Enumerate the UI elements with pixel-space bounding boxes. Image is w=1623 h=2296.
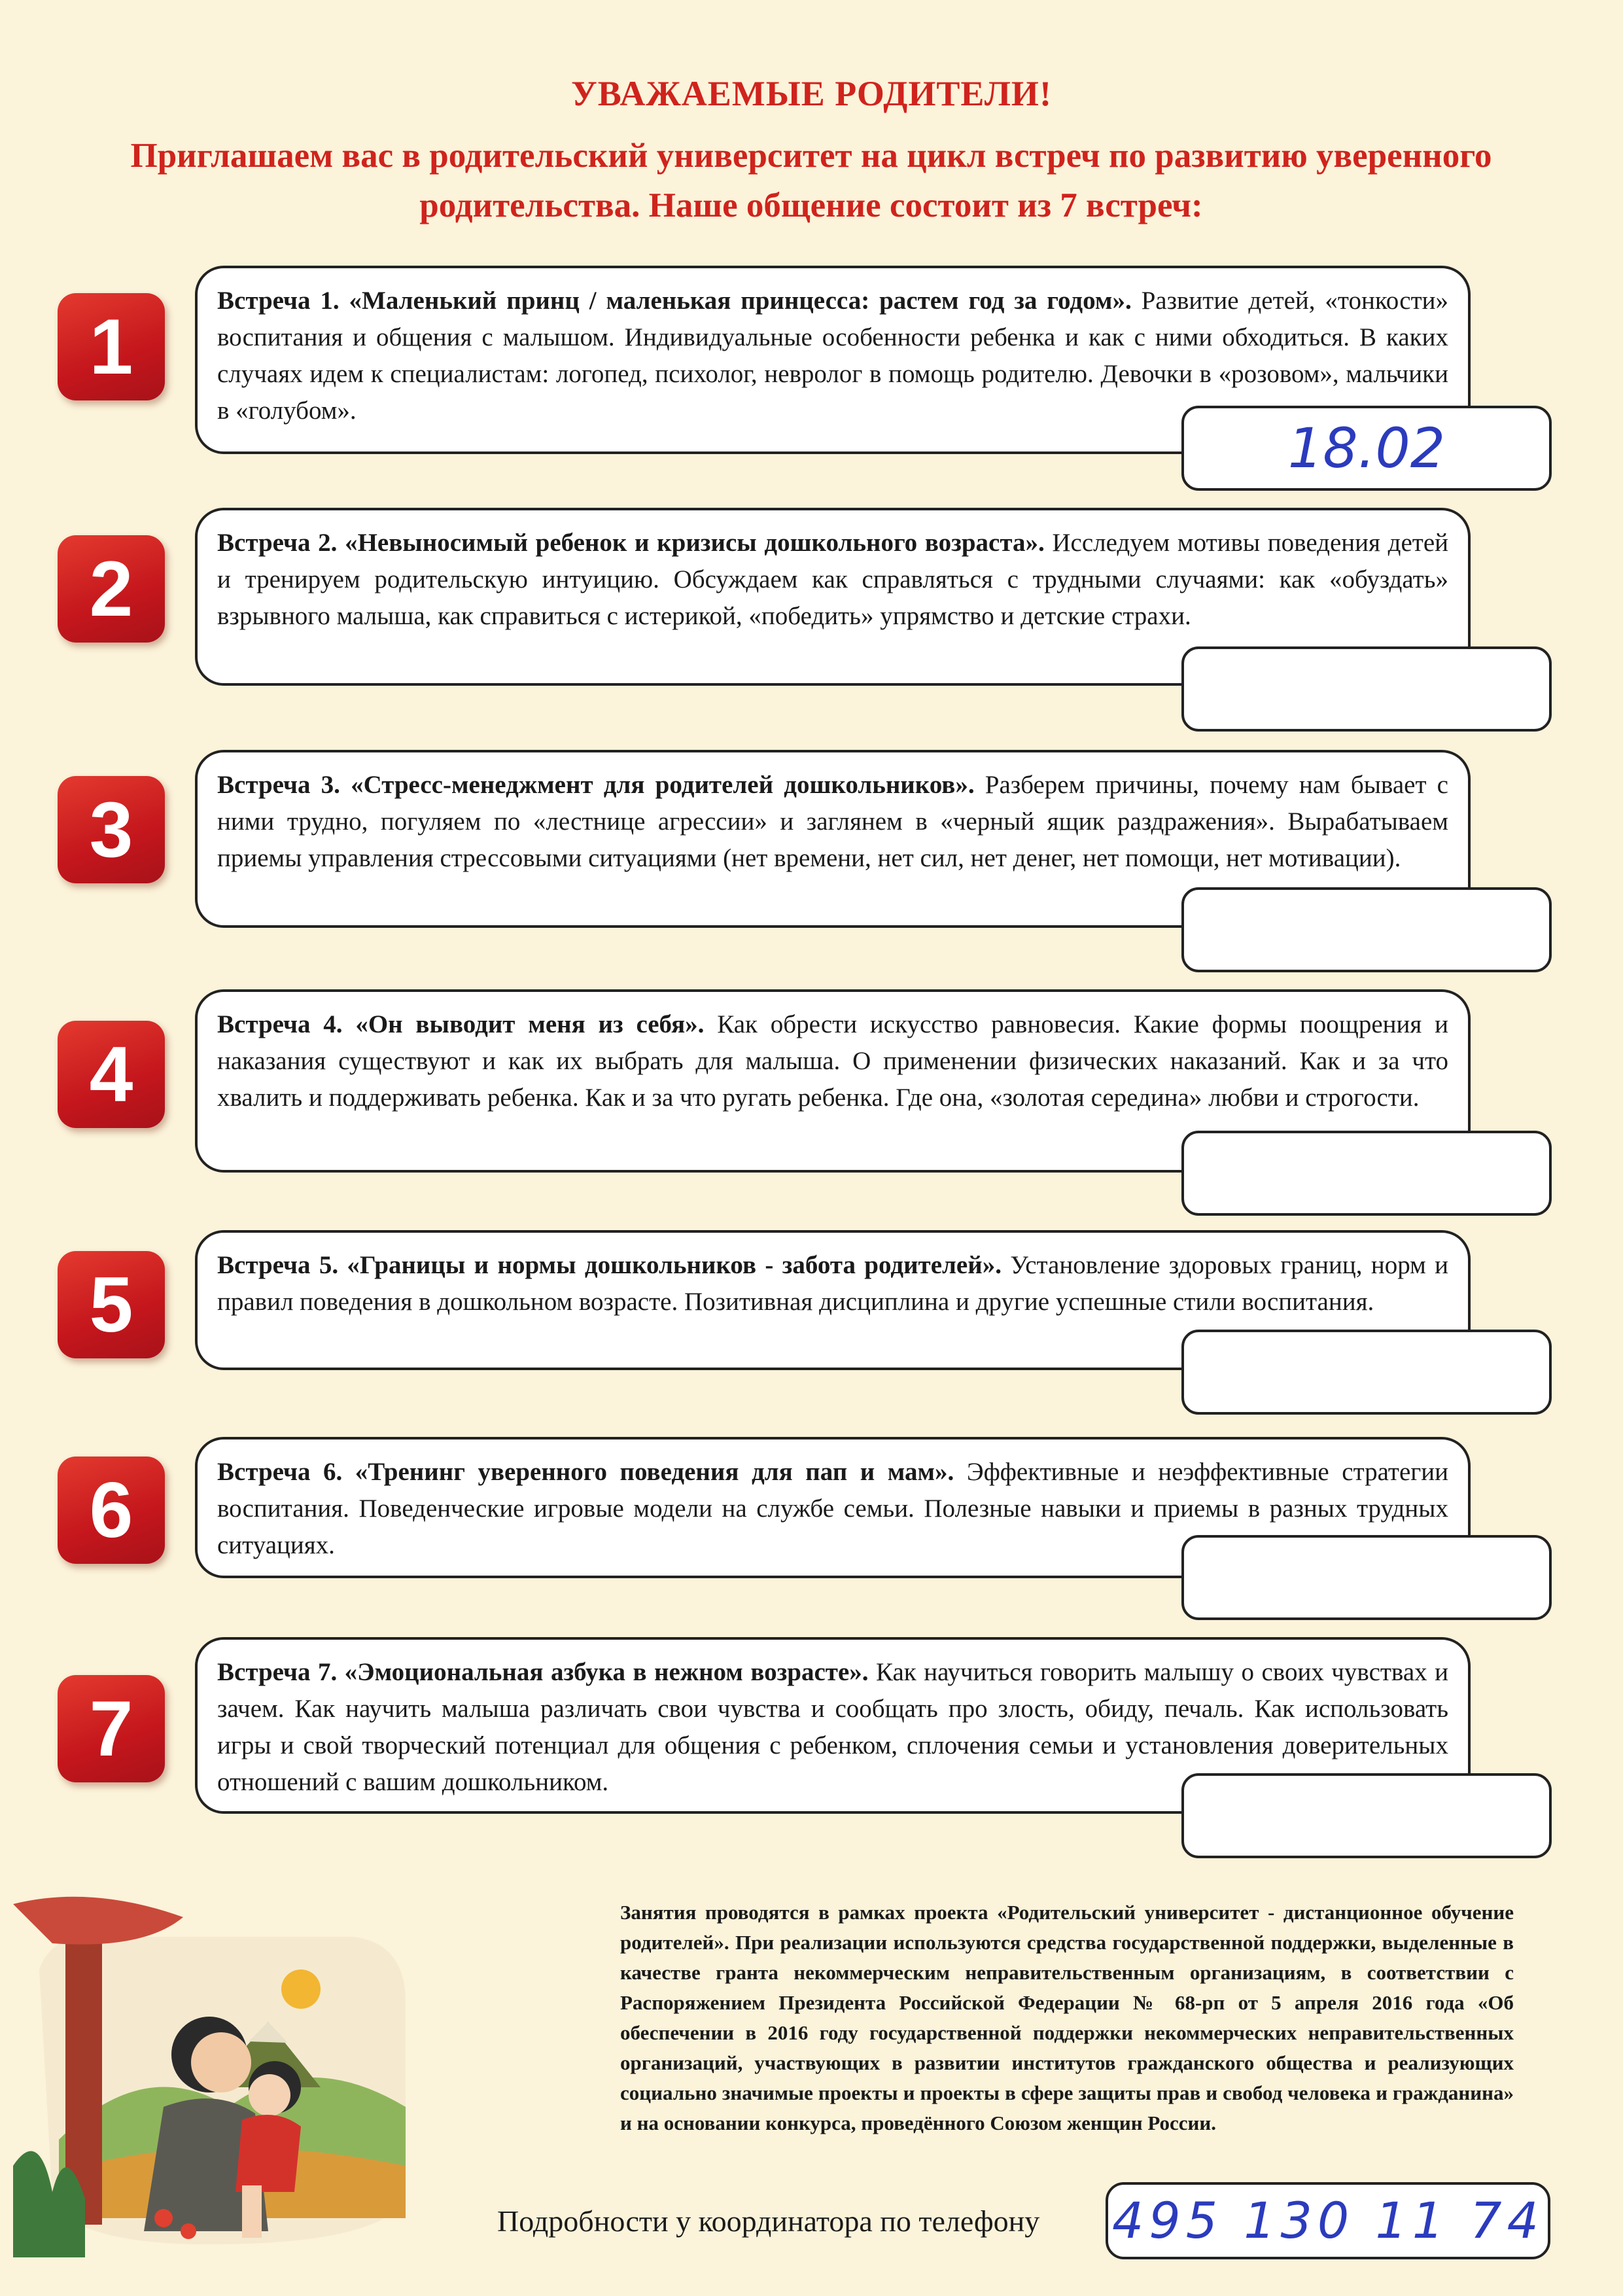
- sun-icon: [281, 1969, 321, 2009]
- child-leg: [242, 2185, 262, 2238]
- meeting-number-badge: 7: [58, 1675, 165, 1782]
- meeting-title: Встреча 5. «Границы и нормы дошкольников - забота родителей».: [217, 1251, 1002, 1279]
- meeting-number-badge: 2: [58, 535, 165, 643]
- page-title: УВАЖАЕМЫЕ РОДИТЕЛИ!: [571, 74, 1052, 113]
- child-dress: [236, 2115, 301, 2192]
- meeting-title: Встреча 7. «Эмоциональная азбука в нежном возрасте».: [217, 1658, 869, 1686]
- handwritten-date: [1184, 649, 1549, 729]
- meeting-date-field-1[interactable]: [1181, 406, 1552, 491]
- intro-text: Приглашаем вас в родительский университет на цикл встреч по развитию уверенного родительства. Наше общение состоит из 7 встреч:: [130, 137, 1492, 224]
- meeting-description: Как обрести искусство равновесия. Какие формы поощрения и наказания существуют и как их выбрать для малыша. О применении физических наказаний. Как и за что хвалить и поддерживать ребенка. Как и за что ругать ребенка. Где она, «золотая середина» любви и строгости.: [217, 1010, 1448, 1112]
- handwritten-date: [1184, 890, 1549, 970]
- handwritten-date: [1184, 1538, 1549, 1617]
- handwritten-phone: 495 130 11 74: [1111, 2191, 1544, 2250]
- meeting-date-field-4[interactable]: [1181, 1131, 1552, 1216]
- meeting-title: Встреча 4. «Он выводит меня из себя».: [217, 1010, 705, 1038]
- flower-icon: [154, 2209, 173, 2227]
- meeting-number-badge: 6: [58, 1457, 165, 1564]
- meeting-number-badge: 1: [58, 293, 165, 400]
- meeting-number-badge: 3: [58, 776, 165, 883]
- meeting-description: Установление здоровых границ, норм и правил поведения в дошкольном возрасте. Позитивная дисциплина и другие успешные стили воспитания.: [217, 1251, 1448, 1316]
- meeting-description: Как научиться говорить малышу о своих чувствах и зачем. Как научить малыша различать свои чувства и сообщать про злость, обиду, печаль. Как использовать игры и свой творческий потенциал для общения с ребенком, сплочения семьи и установления доверительных отношений с вашим дошкольником.: [217, 1658, 1448, 1796]
- meeting-title: Встреча 3. «Стресс-менеджмент для родителей дошкольников».: [217, 771, 975, 799]
- meeting-title: Встреча 6. «Тренинг уверенного поведения для пап и мам».: [217, 1458, 954, 1486]
- meeting-date-field-5[interactable]: [1181, 1330, 1552, 1415]
- flower-icon: [181, 2223, 196, 2239]
- handwritten-date: [1184, 1776, 1549, 1856]
- meeting-title: Встреча 2. «Невыносимый ребенок и кризисы дошкольного возраста».: [217, 529, 1045, 557]
- meeting-title: Встреча 1. «Маленький принц / маленькая принцесса: растем год за годом».: [217, 287, 1132, 315]
- meeting-description: Эффективные и неэффективные стратегии воспитания. Поведенческие игровые модели на службе семьи. Полезные навыки и приемы в разных трудных ситуациях.: [217, 1458, 1448, 1559]
- meeting-description: Развитие детей, «тонкости» воспитания и общения с малышом. Индивидуальные особенности ребенка и как с ними обходиться. В каких случаях идем к специалистам: логопед, психолог, невролог в помощь родителю. Девочки в «розовом», мальчики в «голубом».: [217, 287, 1448, 425]
- handwritten-date: 18.02: [1287, 416, 1446, 480]
- meeting-number-badge: 4: [58, 1021, 165, 1128]
- handwritten-date: [1184, 1133, 1549, 1213]
- contact-label: Подробности у координатора по телефону: [497, 2204, 1040, 2238]
- child-face: [249, 2074, 290, 2116]
- mother-face: [191, 2032, 251, 2093]
- meeting-description: Разберем причины, почему нам бывает с ними трудно, погуляем по «лестнице агрессии» и заглянем в «черный ящик раздражения». Вырабатываем приемы управления стрессовыми ситуациями (нет времени, нет сил, нет денег, нет помощи, нет мотивации).: [217, 771, 1448, 872]
- meeting-date-field-3[interactable]: [1181, 887, 1552, 972]
- meeting-date-field-6[interactable]: [1181, 1535, 1552, 1620]
- meeting-description: Исследуем мотивы поведения детей и тренируем родительскую интуицию. Обсуждаем как справляться с трудными случаями: как «обуздать» взрывного малыша, как справиться с истерикой, «победить» упрямство и детские страхи.: [217, 529, 1448, 630]
- meeting-date-field-2[interactable]: [1181, 646, 1552, 732]
- legal-note: Занятия проводятся в рамках проекта «Родительский университет - дистанционное обучение родителей». При реализации используются средства государственной поддержки, выделенные в качестве гранта некоммерческим неправительственным организациям, в соответствии с Распоряжением Президента Российской Федерации № 68-рп от 5 апреля 2016 года «Об обеспечении в 2016 году государственной поддержки некоммерческих неправительственных организаций, участвующих в развитии институтов гражданского общества и реализующих социально значимые проекты и проекты в сфере защиты прав и свобод человека и гражданина» и на основании конкурса, проведённого Союзом женщин России.: [620, 1901, 1514, 2134]
- meeting-number-badge: 5: [58, 1251, 165, 1358]
- handwritten-date: [1184, 1332, 1549, 1412]
- meeting-date-field-7[interactable]: [1181, 1773, 1552, 1858]
- phone-field[interactable]: [1106, 2182, 1550, 2259]
- mother-and-child-illustration: [13, 1891, 432, 2264]
